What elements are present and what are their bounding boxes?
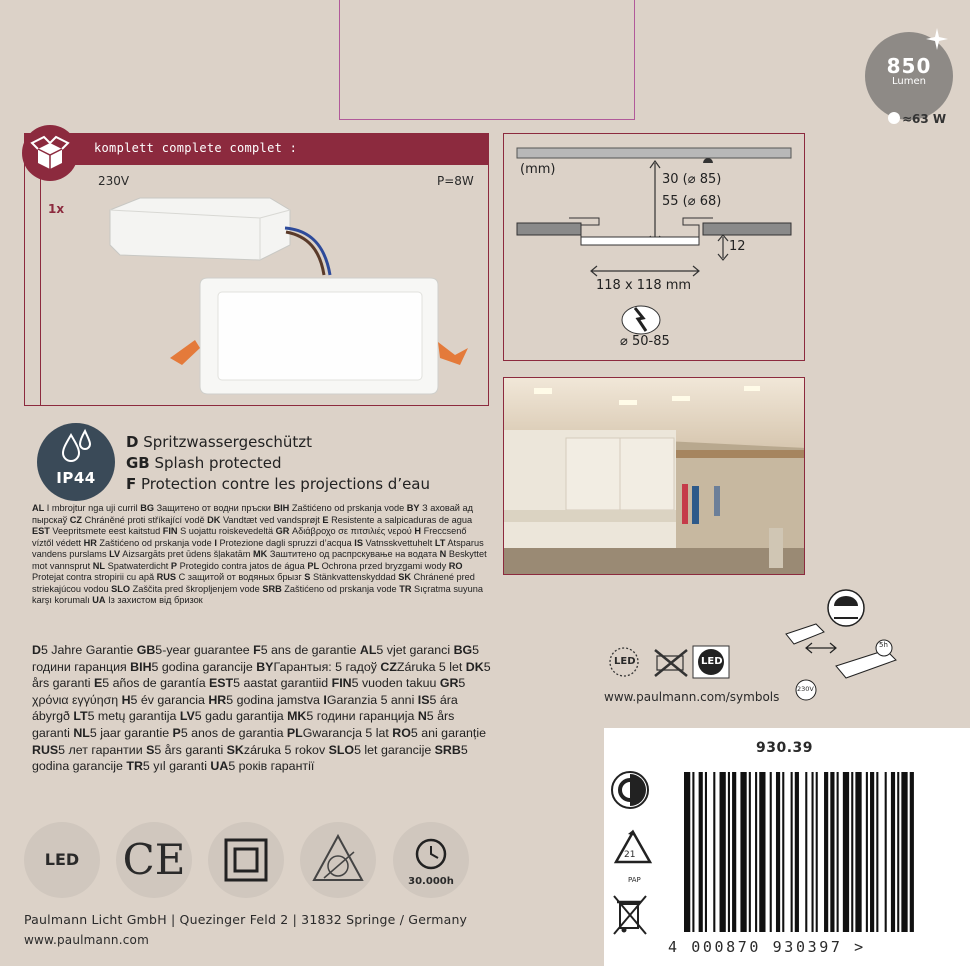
lang-code: DK xyxy=(465,659,484,674)
lang-code: FIN xyxy=(331,676,352,691)
barcode-bar xyxy=(795,772,799,932)
barcode-bar xyxy=(684,772,690,932)
lang-code: IS xyxy=(354,537,363,548)
barcode-bar xyxy=(897,772,899,932)
green-dot-icon xyxy=(610,770,650,810)
lang-text: Chráněné proti stříkající vodě xyxy=(82,514,208,525)
barcode-bar xyxy=(755,772,757,932)
dim-height: 12 xyxy=(729,239,746,254)
lang-text: Vandtæt ved vandsprøjt xyxy=(220,514,323,525)
lang-text: 5 év garancia xyxy=(130,692,209,707)
lang-text: Stänkvattenskyddad xyxy=(310,572,399,582)
barcode-bar xyxy=(759,772,765,932)
barcode-bar xyxy=(866,772,868,932)
lang-code: BY xyxy=(406,503,420,513)
lang-code: GR xyxy=(439,676,459,691)
lang-text: 5 años de garantía xyxy=(102,676,210,691)
bulb-icon xyxy=(888,112,900,124)
lang-text: 5 års garanti xyxy=(32,659,491,691)
barcode-bar xyxy=(782,772,784,932)
dim-unit: (mm) xyxy=(520,162,556,177)
lang-code: BIH xyxy=(130,659,152,674)
lang-code: NL xyxy=(92,560,106,571)
led-dark-label: LED xyxy=(701,656,723,667)
lang-text: 5 лет гарантии xyxy=(58,742,147,757)
lang-text: 5 gadu garantija xyxy=(194,709,288,724)
lang-code: LV xyxy=(109,549,121,559)
lang-text: Resistente a salpicaduras de agua xyxy=(328,514,473,525)
lang-text: záruka 5 rokov xyxy=(243,742,329,757)
barcode-bar xyxy=(824,772,828,932)
lang-text: Protection contre les projections d’eau xyxy=(136,475,431,493)
lang-code: RO xyxy=(448,560,463,571)
lang-code: HR xyxy=(83,537,97,548)
lang-text: 5 vuoden takuu xyxy=(351,676,440,691)
lang-code: AL xyxy=(32,503,45,513)
lang-text: Gwarancja 5 lat xyxy=(302,725,393,740)
lang-text: 5 ani garanție xyxy=(410,725,486,740)
lang-code: SK xyxy=(398,572,412,582)
barcode-bar xyxy=(720,772,726,932)
ean-barcode xyxy=(684,772,916,932)
lang-text: 5 години гаранция xyxy=(32,643,480,674)
lang-code: TR xyxy=(126,759,143,774)
contents-header xyxy=(24,133,489,165)
splash-protection-text xyxy=(126,432,430,495)
quantity-label: 1x xyxy=(48,202,65,216)
symbols-url[interactable]: www.paulmann.com/symbols xyxy=(604,690,780,704)
lang-text: Protegido contra jatos de água xyxy=(177,560,308,571)
lang-text: 5 ans de garantie xyxy=(260,643,360,657)
kitchen-photo xyxy=(503,377,805,575)
lang-text: С защитой от водяных брызг xyxy=(176,572,305,582)
led-cert-icon: LED xyxy=(24,822,100,898)
lang-text: 5 godina garancije xyxy=(151,659,257,674)
company-address: Paulmann Licht GmbH | Quezinger Feld 2 | 31832 Springe / Germany xyxy=(24,912,468,927)
lang-code: DK xyxy=(207,514,221,525)
lang-code: E xyxy=(93,676,103,691)
lang-code: GB xyxy=(136,643,156,657)
led-replaceable-label: LED xyxy=(614,656,636,667)
lang-code: NL xyxy=(73,725,90,740)
barcode-bar xyxy=(705,772,707,932)
furniture-mount-icon xyxy=(300,822,376,898)
lang-text: 5 let garancije xyxy=(354,742,435,757)
lang-text: Защитено от водни пръски xyxy=(154,503,274,513)
warranty-text xyxy=(32,642,492,775)
lang-text: 5 godina garancije xyxy=(32,742,468,774)
lang-code: TR xyxy=(399,583,412,594)
water-drops-icon xyxy=(37,423,115,473)
lang-text: Splash protected xyxy=(149,454,282,472)
lang-code: HR xyxy=(208,692,227,707)
lang-code: RUS xyxy=(156,572,177,582)
voltage-label: 230V xyxy=(98,174,130,188)
barcode-bar xyxy=(837,772,839,932)
lang-text: 5 ára ábyrgð xyxy=(32,692,458,724)
lumen-value: 850 xyxy=(886,54,932,78)
barcode-bar xyxy=(791,772,793,932)
lifetime-label: 30.000h xyxy=(408,876,454,887)
lang-code: SK xyxy=(226,742,244,757)
lang-text: Chránené pred striekajúcou vodou xyxy=(32,572,475,594)
lang-code: MK xyxy=(287,709,307,724)
lang-text: 5 anos de garantia xyxy=(180,725,287,740)
lang-text: 5 Jahre Garantie xyxy=(40,643,137,657)
lang-code: AL xyxy=(359,643,377,657)
lang-text: Αδιάβροχο σε πιτσιλιές νερού xyxy=(289,526,415,536)
dim-depth-1: 30 (⌀ 85) xyxy=(662,172,722,187)
power-label: P=8W xyxy=(437,174,474,188)
lang-code: SLO xyxy=(111,583,131,594)
lang-text: 5 års garanti xyxy=(32,709,455,740)
lang-text: Vatnsskvettuhelt xyxy=(362,537,435,548)
lang-code: BIH xyxy=(273,503,290,513)
barcode-bar xyxy=(885,772,887,932)
company-website[interactable]: www.paulmann.com xyxy=(24,933,149,947)
pap-number: 21 xyxy=(624,850,636,860)
lang-code: EST xyxy=(32,526,50,536)
lang-text: Freccsenő víztől védett xyxy=(32,526,467,548)
lang-code: BY xyxy=(256,659,274,674)
lang-code: SLO xyxy=(328,742,355,757)
pap-label: PAP xyxy=(628,876,641,884)
barcode-bar xyxy=(830,772,834,932)
barcode-bar xyxy=(699,772,703,932)
lang-text: Veepritsmete eest kaitstud xyxy=(49,526,163,536)
lang-code: BG xyxy=(453,643,473,657)
barcode-bar xyxy=(901,772,907,932)
sparkle-icon xyxy=(926,28,948,50)
lang-text: Sıçratma suyuna karşı korumalı xyxy=(32,583,483,605)
product-window-frame xyxy=(339,0,635,120)
lang-code: N xyxy=(439,549,447,559)
wheelie-bin-crossed-icon xyxy=(612,892,650,938)
protection-class-icon xyxy=(208,822,284,898)
dim-depth-2: 55 (⌀ 68) xyxy=(662,194,722,209)
lang-text: 5-year guarantee xyxy=(155,643,254,657)
barcode-bar xyxy=(870,772,874,932)
lang-text: Zaštićeno od prskanja vode xyxy=(96,537,215,548)
lang-code: CZ xyxy=(380,659,397,674)
lang-text: 5 vjet garanci xyxy=(376,643,454,657)
multilingual-protection-text xyxy=(32,503,490,607)
barcode-bar xyxy=(843,772,849,932)
lang-text: 5 години гаранција xyxy=(306,709,418,724)
lang-text: 5 jaar garantie xyxy=(89,725,173,740)
lang-code: UA xyxy=(92,595,106,605)
lang-code: PL xyxy=(286,725,303,740)
lang-code: SRB xyxy=(434,742,461,757)
lang-code: GB xyxy=(126,454,150,472)
lang-code: S xyxy=(304,572,311,582)
lang-code: RUS xyxy=(32,742,59,757)
lang-text: Із захистом від бризок xyxy=(105,595,203,605)
lang-code: P xyxy=(170,560,178,571)
lumen-unit: Lumen xyxy=(892,76,926,87)
lang-text: 5 metų garantija xyxy=(87,709,180,724)
lang-text: Заштитено од распрскување на водата xyxy=(267,549,440,559)
lang-code: EST xyxy=(209,676,234,691)
article-number: 930.39 xyxy=(756,740,814,756)
lang-text: S uojattu roiskevedeltä xyxy=(177,526,276,536)
lang-code: N xyxy=(417,709,427,724)
lang-code: E xyxy=(322,514,329,525)
wattage-text: ≈63 W xyxy=(902,112,947,126)
lang-text: Spatwaterdicht xyxy=(105,560,171,571)
barcode-bar xyxy=(749,772,751,932)
lang-code: D xyxy=(126,433,139,451)
barcode-bar xyxy=(770,772,772,932)
lang-text: Гарантыя: 5 гадоў xyxy=(273,659,381,674)
lang-code: SRB xyxy=(262,583,282,594)
barcode-bar xyxy=(740,772,746,932)
contents-divider xyxy=(40,165,41,405)
tag-230v: 230V xyxy=(797,685,814,693)
lang-text: Atsparus vandens purslams xyxy=(32,537,484,559)
lang-text: 5 χρόνια εγγύηση xyxy=(32,676,466,707)
tag-5h: 5h xyxy=(879,641,888,649)
lang-code: BG xyxy=(140,503,155,513)
product-illustration xyxy=(100,190,480,400)
lang-text: Záruka 5 let xyxy=(396,659,466,674)
barcode-bar xyxy=(805,772,807,932)
lang-text: I mbrojtur nga uji curril xyxy=(44,503,141,513)
barcode-bar xyxy=(851,772,853,932)
ip-rating: IP44 xyxy=(56,469,96,487)
barcode-bar xyxy=(812,772,814,932)
lang-code: UA xyxy=(210,759,229,774)
lang-text: 5 років гарантії xyxy=(228,759,315,774)
ean-number: 4 000870 930397 > xyxy=(668,938,866,956)
lang-code: F xyxy=(253,643,261,657)
dim-size: 118 x 118 mm xyxy=(596,278,692,293)
lang-code: LV xyxy=(179,709,195,724)
lang-code: I xyxy=(214,537,217,548)
lang-text: Zaščita pred škropljenjem vode xyxy=(130,583,263,594)
lang-text: Zaštićeno od prskanja vode xyxy=(289,503,407,513)
barcode-bar xyxy=(692,772,694,932)
lang-code: S xyxy=(146,742,155,757)
lang-text: Spritzwassergeschützt xyxy=(138,433,313,451)
lang-text: 5 aastat garantiid xyxy=(233,676,332,691)
lang-code: H xyxy=(414,526,422,536)
lang-text: Ochrona przed bryzgami wody xyxy=(319,560,449,571)
ip44-badge xyxy=(37,423,115,501)
lang-code: LT xyxy=(434,537,446,548)
barcode-bar xyxy=(776,772,780,932)
dim-cutout: ⌀ 50-85 xyxy=(620,334,670,349)
lang-code: FIN xyxy=(162,526,178,536)
wattage-equivalent xyxy=(888,112,946,126)
barcode-bar xyxy=(876,772,878,932)
lang-text: Protezione dagli spruzzi d’acqua xyxy=(216,537,355,548)
barcode-bar xyxy=(732,772,736,932)
lang-text: 5 yıl garanti xyxy=(142,759,211,774)
box-contents-icon xyxy=(22,125,78,181)
lang-code: MK xyxy=(252,549,268,559)
lang-code: PL xyxy=(307,560,320,571)
lang-code: RO xyxy=(392,725,411,740)
lang-code: LT xyxy=(73,709,88,724)
lang-code: P xyxy=(172,725,181,740)
barcode-bar xyxy=(910,772,914,932)
lang-code: GR xyxy=(275,526,290,536)
lang-text: Beskyttet mot vannsprut xyxy=(32,549,487,571)
barcode-bar xyxy=(728,772,730,932)
lang-code: IS xyxy=(417,692,430,707)
lang-text: Garanzia 5 anni xyxy=(326,692,418,707)
lang-text: Aizsargāts pret ūdens šļakatām xyxy=(120,549,253,559)
lang-code: H xyxy=(121,692,131,707)
lang-text: Zaštićeno od prskanja vode xyxy=(281,583,400,594)
lang-text: З аховай ад пырскаў xyxy=(32,503,473,525)
lang-code: D xyxy=(32,643,41,657)
lang-code: F xyxy=(126,475,137,493)
lang-code: I xyxy=(323,692,327,707)
lang-text: 5 års garanti xyxy=(154,742,227,757)
barcode-bar xyxy=(713,772,715,932)
lang-text: Protejat contra stropirii cu apă xyxy=(32,572,157,582)
barcode-bar xyxy=(855,772,861,932)
ce-mark-icon: CE xyxy=(116,822,192,898)
contents-header-text: komplett complete complet : xyxy=(94,141,298,155)
lang-text: 5 godina jamstva xyxy=(226,692,324,707)
lang-code: CZ xyxy=(69,514,83,525)
barcode-bar xyxy=(891,772,895,932)
barcode-bar xyxy=(816,772,818,932)
